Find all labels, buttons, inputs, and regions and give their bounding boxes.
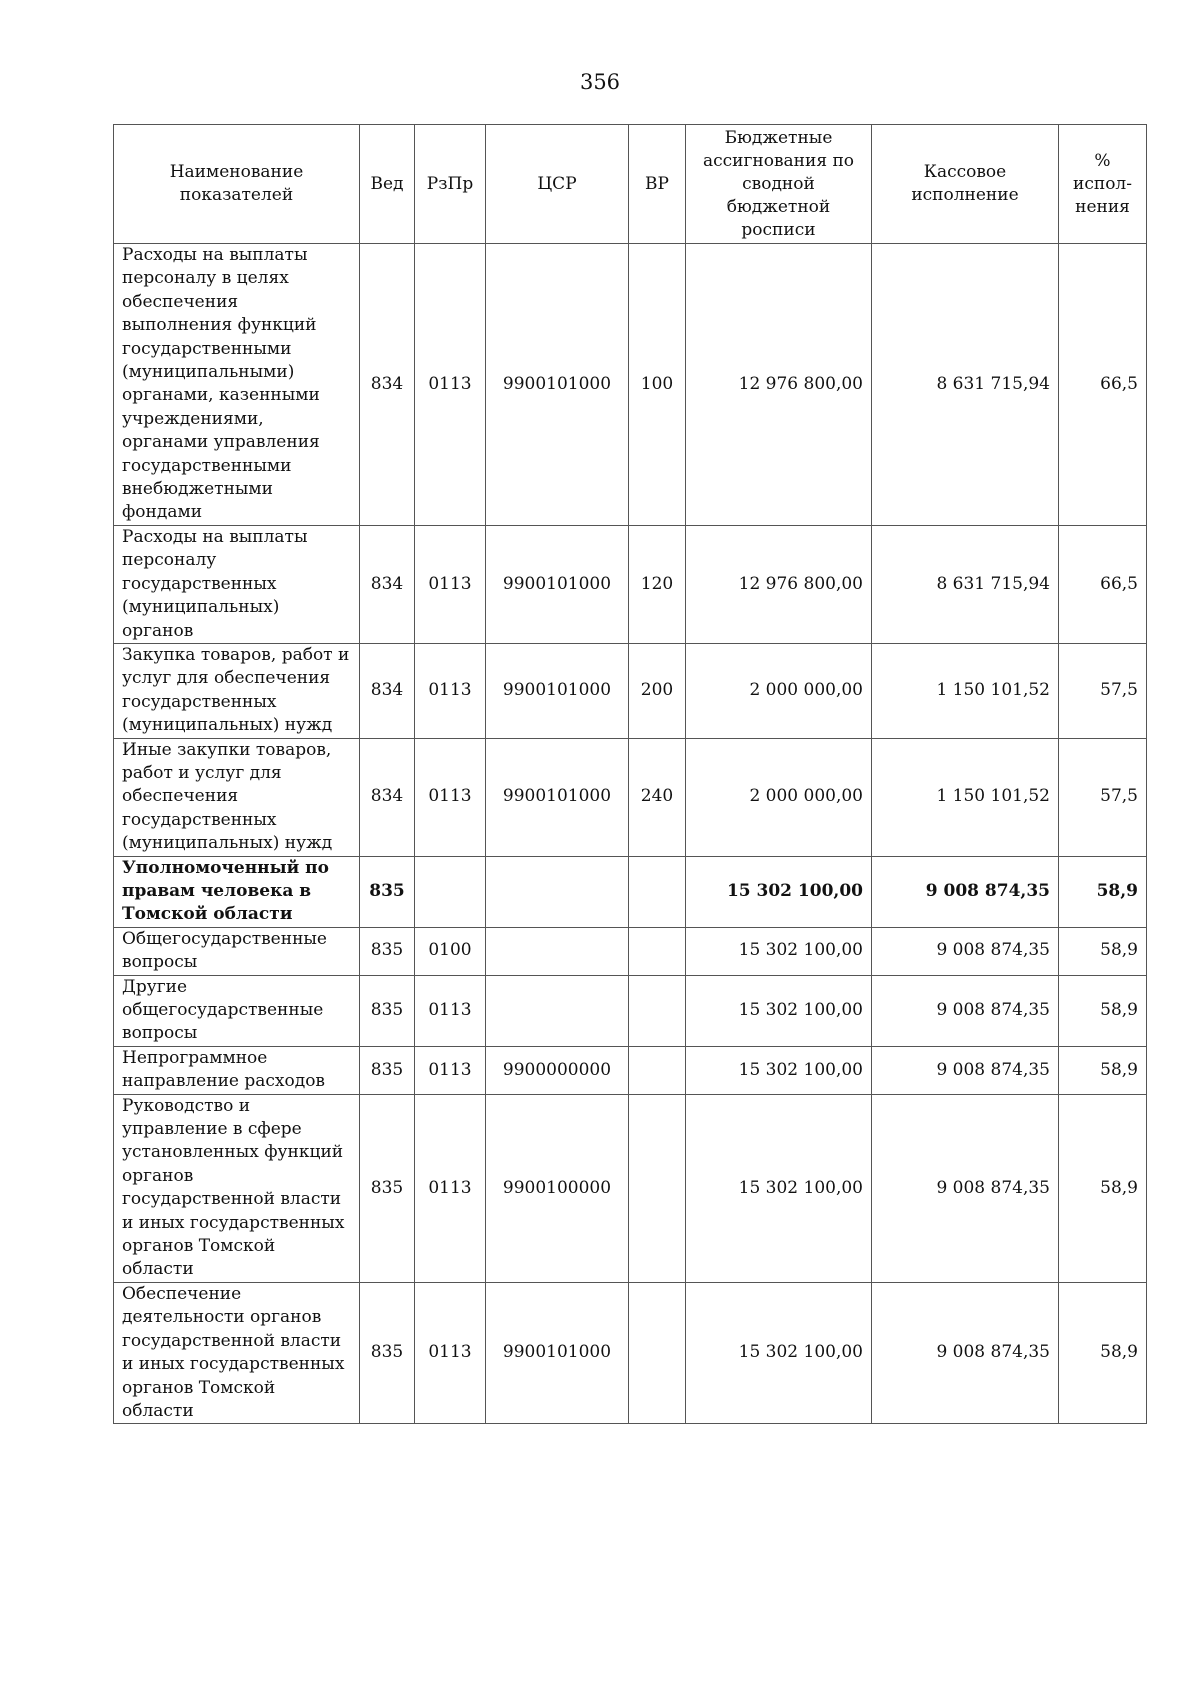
row-csr <box>486 927 629 975</box>
header-name: Наименование показателей <box>114 125 360 244</box>
header-ved: Вед <box>360 125 415 244</box>
row-percent: 58,9 <box>1059 975 1147 1046</box>
row-vr <box>629 927 686 975</box>
row-vr <box>629 1046 686 1094</box>
row-percent: 58,9 <box>1059 856 1147 927</box>
table-row <box>114 975 1147 1046</box>
row-cash-execution: 9 008 874,35 <box>872 975 1059 1046</box>
row-ved: 835 <box>360 1046 415 1094</box>
row-assignments: 15 302 100,00 <box>686 1094 872 1282</box>
row-csr: 9900101000 <box>486 244 629 526</box>
row-rzpr: 0100 <box>415 927 486 975</box>
row-assignments: 15 302 100,00 <box>686 1282 872 1423</box>
row-csr: 9900101000 <box>486 643 629 738</box>
row-assignments: 15 302 100,00 <box>686 856 872 927</box>
row-ved: 834 <box>360 738 415 856</box>
row-vr <box>629 1094 686 1282</box>
row-csr: 9900101000 <box>486 1282 629 1423</box>
row-percent: 66,5 <box>1059 525 1147 643</box>
row-cash-execution: 8 631 715,94 <box>872 525 1059 643</box>
row-percent: 57,5 <box>1059 643 1147 738</box>
table-row <box>114 738 1147 856</box>
row-name: Закупка товаров, работ и услуг для обеспечения государственных (муниципальных) нужд <box>114 643 360 738</box>
row-rzpr <box>415 856 486 927</box>
row-vr <box>629 975 686 1046</box>
row-name: Расходы на выплаты персоналу в целях обеспечения выполнения функций государственными (муниципальными) органами, казенными учреждениями, органами управления государственными внебюджетными фондами <box>114 244 360 526</box>
budget-table <box>113 124 1147 1424</box>
table-row <box>114 927 1147 975</box>
row-percent: 58,9 <box>1059 927 1147 975</box>
row-rzpr: 0113 <box>415 1046 486 1094</box>
row-rzpr: 0113 <box>415 1282 486 1423</box>
header-cash-execution: Кассовое исполнение <box>872 125 1059 244</box>
row-rzpr: 0113 <box>415 244 486 526</box>
row-assignments: 15 302 100,00 <box>686 927 872 975</box>
row-percent: 57,5 <box>1059 738 1147 856</box>
row-vr: 100 <box>629 244 686 526</box>
row-ved: 834 <box>360 525 415 643</box>
row-csr <box>486 856 629 927</box>
header-percent: % испол-нения <box>1059 125 1147 244</box>
row-vr: 200 <box>629 643 686 738</box>
row-rzpr: 0113 <box>415 738 486 856</box>
row-ved: 834 <box>360 244 415 526</box>
row-name: Руководство и управление в сфере установленных функций органов государственной власти и иных государственных органов Томской области <box>114 1094 360 1282</box>
table-row-section-total <box>114 856 1147 927</box>
row-percent: 58,9 <box>1059 1282 1147 1423</box>
row-cash-execution: 9 008 874,35 <box>872 856 1059 927</box>
row-rzpr: 0113 <box>415 643 486 738</box>
row-rzpr: 0113 <box>415 525 486 643</box>
row-name: Иные закупки товаров, работ и услуг для обеспечения государственных (муниципальных) нужд <box>114 738 360 856</box>
row-ved: 834 <box>360 643 415 738</box>
row-rzpr: 0113 <box>415 1094 486 1282</box>
header-vr: ВР <box>629 125 686 244</box>
row-rzpr: 0113 <box>415 975 486 1046</box>
row-csr: 9900101000 <box>486 525 629 643</box>
row-ved: 835 <box>360 1094 415 1282</box>
row-percent: 58,9 <box>1059 1094 1147 1282</box>
header-rzpr: РзПр <box>415 125 486 244</box>
header-csr: ЦСР <box>486 125 629 244</box>
row-name: Общегосударственные вопросы <box>114 927 360 975</box>
row-cash-execution: 9 008 874,35 <box>872 1282 1059 1423</box>
row-name: Непрограммное направление расходов <box>114 1046 360 1094</box>
page-number: 356 <box>579 70 621 94</box>
row-ved: 835 <box>360 927 415 975</box>
table-row <box>114 525 1147 643</box>
row-cash-execution: 9 008 874,35 <box>872 1094 1059 1282</box>
row-assignments: 12 976 800,00 <box>686 525 872 643</box>
row-assignments: 2 000 000,00 <box>686 643 872 738</box>
row-vr: 240 <box>629 738 686 856</box>
row-name: Уполномоченный по правам человека в Томской области <box>114 856 360 927</box>
table-header-row <box>114 125 1147 244</box>
table-row <box>114 244 1147 526</box>
row-name: Расходы на выплаты персоналу государственных (муниципальных) органов <box>114 525 360 643</box>
table-row <box>114 1046 1147 1094</box>
row-assignments: 12 976 800,00 <box>686 244 872 526</box>
row-cash-execution: 1 150 101,52 <box>872 738 1059 856</box>
row-csr: 9900000000 <box>486 1046 629 1094</box>
row-cash-execution: 9 008 874,35 <box>872 927 1059 975</box>
row-ved: 835 <box>360 856 415 927</box>
row-name: Другие общегосударственные вопросы <box>114 975 360 1046</box>
row-vr <box>629 856 686 927</box>
row-csr: 9900100000 <box>486 1094 629 1282</box>
row-ved: 835 <box>360 975 415 1046</box>
row-assignments: 2 000 000,00 <box>686 738 872 856</box>
row-percent: 58,9 <box>1059 1046 1147 1094</box>
row-assignments: 15 302 100,00 <box>686 975 872 1046</box>
row-name: Обеспечение деятельности органов государственной власти и иных государственных органов Томской области <box>114 1282 360 1423</box>
table-row <box>114 1094 1147 1282</box>
row-cash-execution: 8 631 715,94 <box>872 244 1059 526</box>
table-row <box>114 643 1147 738</box>
row-cash-execution: 1 150 101,52 <box>872 643 1059 738</box>
table-row <box>114 1282 1147 1423</box>
row-cash-execution: 9 008 874,35 <box>872 1046 1059 1094</box>
header-assignments: Бюджетные ассигнования по сводной бюджетной росписи <box>686 125 872 244</box>
row-vr <box>629 1282 686 1423</box>
row-assignments: 15 302 100,00 <box>686 1046 872 1094</box>
row-vr: 120 <box>629 525 686 643</box>
row-percent: 66,5 <box>1059 244 1147 526</box>
row-csr <box>486 975 629 1046</box>
row-ved: 835 <box>360 1282 415 1423</box>
row-csr: 9900101000 <box>486 738 629 856</box>
